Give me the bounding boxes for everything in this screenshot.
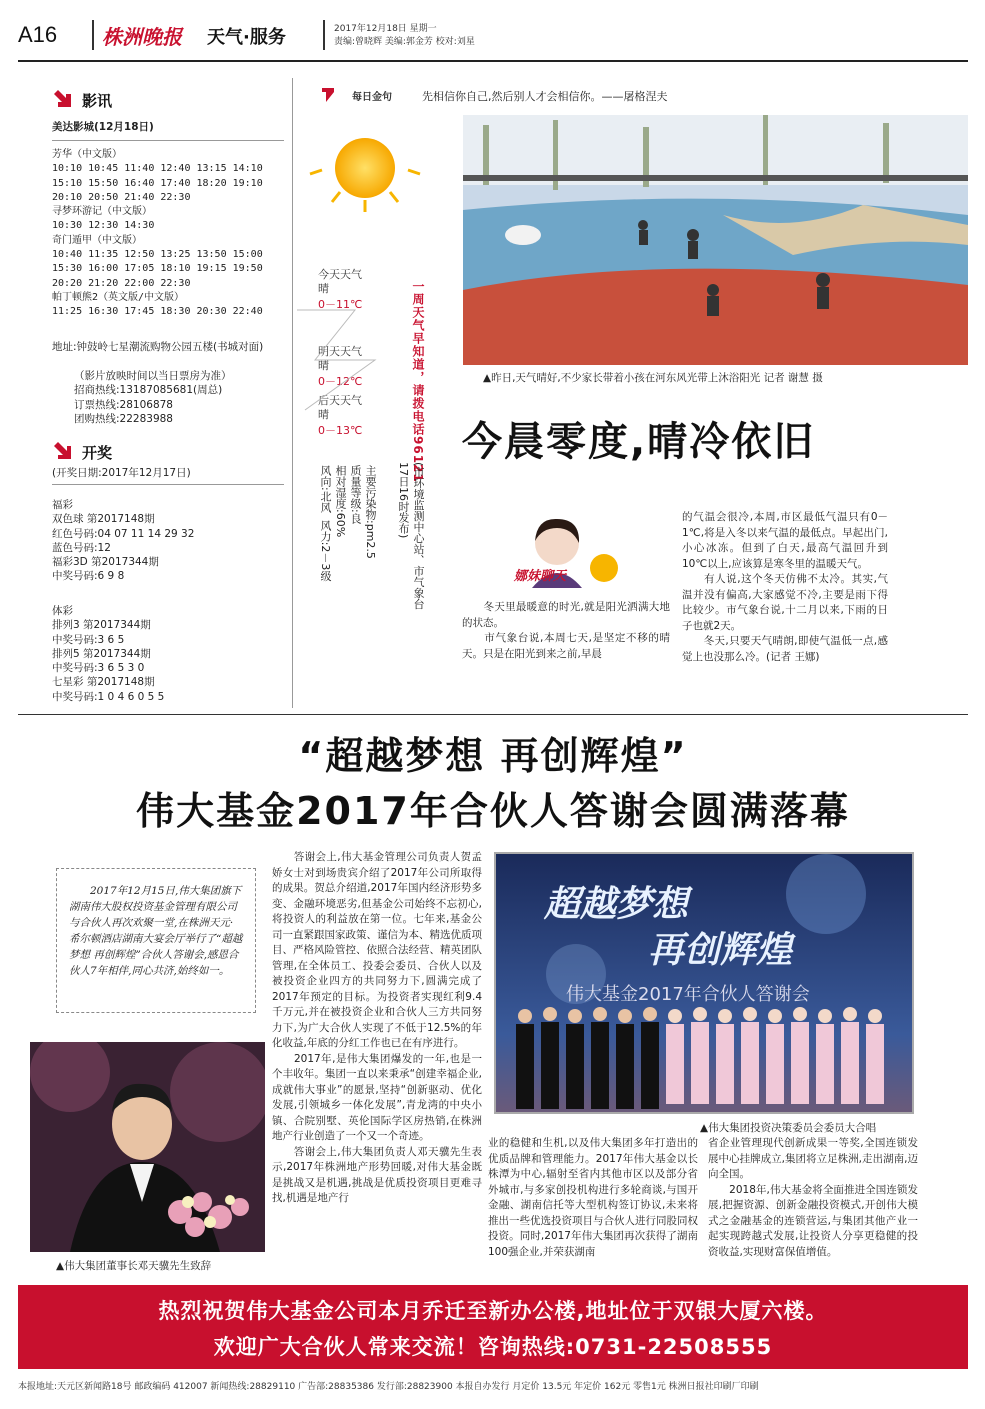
- stage-photo-caption: ▲伟大集团投资决策委员会委员大合唱: [700, 1122, 877, 1134]
- chairman-photo-caption: ▲伟大集团董事长邓天骥先生致辞: [56, 1260, 212, 1272]
- tomorrow-label: 明天天气: [318, 345, 362, 358]
- playground-photo-caption: ▲昨日,天气晴好,不少家长带着小孩在河东风光带上沐浴阳光 记者 谢慧 摄: [483, 372, 823, 384]
- feature-text-col3: 省企业管理现代创新成果一等奖,全国连锁发展中心挂牌成立,集团将立足株洲,走出湖南,迈向全国。 2018年,伟大基金将全面推进全国连锁发展,把握资源、创新金融投资模式,开创伟大模式之金融基金的连锁营运,与集团其他产业一起实现跨越式发展,让投资人分享更稳健的投资收益,实现财富保值增值。: [708, 1137, 918, 1258]
- motto-label: 每日金句: [352, 92, 392, 103]
- motto-text: 先相信你自己,然后别人才会相信你。——屠格涅夫: [422, 90, 668, 103]
- arrow-down-right-icon: [52, 88, 74, 110]
- weather-divider-line: [295, 300, 385, 460]
- page-number: A16: [18, 22, 58, 47]
- section-title: 天气·服务: [207, 27, 286, 48]
- after-temp: 0－13℃: [318, 424, 363, 437]
- weather-story-text-left: 冬天里最暖意的时光,就是阳光洒满大地的状态。 市气象台说,本周七天,是坚定不移的晴天。只是在阳光到来之前,早晨: [462, 601, 670, 660]
- stage-banner-subtitle: 伟大基金2017年合伙人答谢会: [566, 984, 810, 1005]
- today-condition: 晴: [318, 282, 329, 295]
- arrow-down-right-icon: [52, 440, 74, 462]
- playground-photo-image: [463, 115, 968, 365]
- page-footer: 本报地址:天元区新闻路18号 邮政编码 412007 新闻热线:28829110 广告部:28835386 发行部:28823900 本报自办发行 月定价 13.5元 年定价 162元 零售1元 株洲日报社印刷厂印刷: [18, 1382, 759, 1392]
- column-logo: [502, 513, 632, 588]
- after-label: 后天天气: [318, 394, 362, 407]
- cinema-section-title: 影讯: [82, 92, 113, 110]
- weather-hotline: 一周天气早知道，请拨电话96121: [411, 280, 425, 483]
- section-rule: [18, 714, 968, 715]
- newspaper-logo: 株洲晚报: [102, 25, 182, 49]
- header-divider-2: [323, 20, 325, 50]
- lottery-date: (开奖日期:2017年12月17日): [52, 467, 191, 479]
- divider: [52, 484, 284, 485]
- promo-banner-line2: 欢迎广大合伙人常来交流！咨询热线:0731-22508555: [213, 1335, 773, 1359]
- feature-title-line1: “超越梦想 再创辉煌”: [298, 734, 688, 778]
- header-divider: [92, 20, 94, 50]
- cinema-venue: 美达影城(12月18日): [52, 121, 154, 133]
- showtimes-listing: 芳华（中文版） 10:10 10:45 11:40 12:40 13:15 14:10 15:10 15:50 16:40 17:40 18:20 19:10 20:10 20:50 21:40 22:30 寻梦环游记（中文版） 10:30 12:30 14:30 奇门遁甲（中文版） 10:40 11:35 12:50 13:25 13:50 15:00 15:30 16:00 17:05 18:10 19:15 19:50 20:20 21:20 22:00 22:30 帕丁顿熊2（英文版/中文版） 11:25 16:30 17:45 18:30 20:30 22:40: [52, 149, 263, 318]
- playground-photo: [463, 115, 968, 365]
- quote-mark-icon: [322, 88, 334, 102]
- header-rule: [18, 60, 968, 62]
- feature-text-col1: 答谢会上,伟大基金管理公司负责人贺孟娇女士对到场贵宾介绍了2017年公司所取得的成果。贺总介绍道,2017年国内经济形势多变、金融环境恶劣,但基金公司始终不忘初心,将投资人的利益放在第一位。七年来,基金公司一直紧跟国家政策、谨信为本、精选优质项目、严格风险管控、依照合法经营、精英团队管理,在全体员工、投委会委员、合伙人以及被投资企业四方的共同努力下,圆满完成了2017年预定的目标。为投资者实现红利9.4千万元,并在被投资企业和合伙人三方共同努力下,为广大合伙人实现了不低于12.5%的年化收益,年底的分红工作也已在有序进行。 2017年,是伟大集团爆发的一年,也是一个丰收年。集团一直以来秉承“创建幸福企业,成就伟大事业”的愿景,坚持“创新驱动、优化发展,引领城乡一体化发展”,青龙湾的中央小镇、合院别墅、英伦国际学区房热销,在株洲地产行业创造了一个又一个奇迹。 答谢会上,伟大集团负责人邓天骥先生表示,2017年株洲地产形势回暖,对伟大基金既是挑战又是机遇,挑战是优质投资项目更难寻找,机遇是地产行: [272, 851, 482, 1204]
- issue-date: 2017年12月18日 星期一: [334, 24, 437, 34]
- stage-banner-text1: 超越梦想: [544, 884, 689, 925]
- feature-title-line2: 伟大基金2017年合伙人答谢会圆满落幕: [136, 789, 850, 833]
- weather-decoration: [300, 90, 430, 210]
- stage-photo: [494, 852, 914, 1114]
- divider: [52, 140, 284, 141]
- feature-text-col2: 业的稳健和生机,以及伟大集团多年打造出的优质品牌和管理能力。2017年伟大基金以长株潭为中心,辐射至省内其他市区以及部分省外城市,与多家创投机构进行多轮商谈,与国开金融、湖南信托等大型机构签订协议,未来将推出一些优选投资项目与合伙人进行同股同权投资。同时,2017年伟大集团再次获得了湖南100强企业,并荣获湖南: [488, 1137, 698, 1258]
- chairman-photo: [30, 1042, 265, 1252]
- weather-story-text-right: 的气温会很冷,本周,市区最低气温只有0－1℃,将是入冬以来气温的最低点。早起出门,小心冰冻。但到了白天,最高气温回升到10℃以上,应该算是寒冬里的温暖天气。 有人说,这个冬天仿佛不太冷。其实,气温并没有偏高,大家感觉不冷,主要是雨下得比较少。市气象台说,十二月以来,下雨的日子也就2天。 冬天,只要天气晴朗,即使气温低一点,感觉上也没那么冷。(记者 王娜): [682, 511, 888, 663]
- today-label: 今天天气: [318, 268, 362, 281]
- cinema-address: 地址:钟鼓岭七星潮流购物公园五楼(书城对面): [52, 341, 264, 353]
- air-quality: 主要污染物:pm2.5 质量等级:良 相对湿度:60% 风向:北风 风力:2－3级: [319, 465, 377, 582]
- fucai-results: 福彩 双色球 第2017148期 红色号码:04 07 11 14 29 32 蓝色号码:12 福彩3D 第2017344期 中奖号码:6 9 8: [52, 499, 195, 583]
- chairman-photo-image: [30, 1042, 265, 1252]
- stage-banner-text2: 再创辉煌: [648, 930, 793, 971]
- promo-banner-line1: 热烈祝贺伟大基金公司本月乔迁至新办公楼,地址位于双银大厦六楼。: [158, 1299, 828, 1323]
- column-logo-text: 娜妹聊天: [514, 569, 567, 584]
- column-rule: [292, 78, 293, 708]
- weather-headline: 今晨零度,晴冷依旧: [462, 419, 816, 465]
- lottery-section-title: 开奖: [82, 444, 113, 462]
- tomorrow-temp: 0－12℃: [318, 375, 363, 388]
- ticai-results: 体彩 排列3 第2017344期 中奖号码:3 6 5 排列5 第2017344期 中奖号码:3 6 5 3 0 七星彩 第2017148期 中奖号码:1 0 4 6 0 5 5: [52, 605, 165, 703]
- feature-intro-box: 2017年12月15日,伟大集团旗下湖南伟大股权投资基金管理有限公司与合伙人再次欢聚一堂,在株洲天元·希尔顿酒店湖南大宴会厅举行了“超越梦想 再创辉煌”合伙人答谢会,感恩合伙人7年相伴,同心共济,始终如一。: [56, 868, 256, 1013]
- sun-icon: [300, 90, 430, 220]
- promo-banner: [18, 1285, 968, 1369]
- weather-source: (市环境监测中心站、市气象台17日16时发布): [397, 462, 425, 610]
- today-temp: 0－11℃: [318, 298, 363, 311]
- after-condition: 晴: [318, 408, 329, 421]
- tomorrow-condition: 晴: [318, 359, 329, 372]
- cinema-contacts: （影片放映时间以当日票房为准） 招商热线:13187085681(周总) 订票热线:28106878 团购热线:22283988: [74, 370, 232, 425]
- editor-credits: 责编:曾晓辉 美编:郭金芳 校对:刘星: [334, 37, 475, 47]
